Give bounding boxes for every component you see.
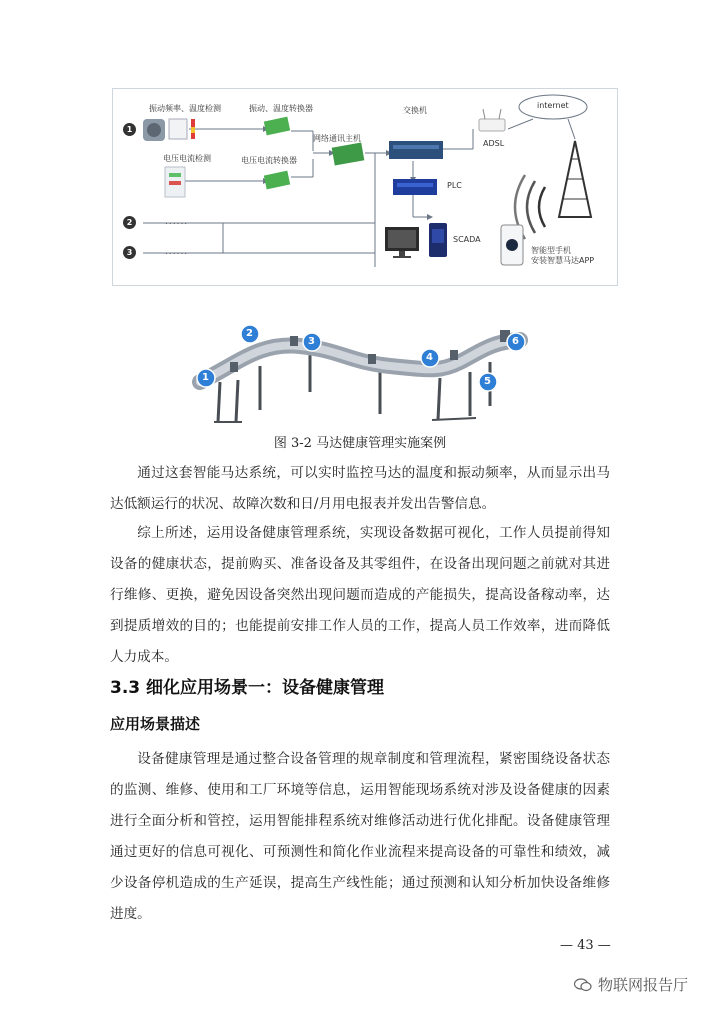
conveyor-marker-1: 1 [202,372,209,383]
conveyor-marker-6: 6 [512,336,519,347]
wechat-icon [574,978,592,992]
conveyor-marker-5: 5 [484,376,491,387]
section-heading: 3.3 细化应用场景一：设备健康管理 [110,678,385,698]
label-network-host: 网络通讯主机 [313,134,361,143]
label-current-converter: 电压电流转换器 [241,156,297,165]
conveyor-marker-2: 2 [246,328,253,339]
paragraph-smart-motor: 通过这套智能马达系统，可以实时监控马达的温度和振动频率，从而显示出马达低额运行的状况、故障次数和日/月用电报表并发出告警信息。 [110,465,610,512]
diagram-dots-2: ...... [165,217,189,227]
paragraph-health-management: 设备健康管理是通过整合设备管理的规章制度和管理流程，紧密围绕设备状态的监测、维修、使用和工厂环境等信息，运用智能现场系统对涉及设备健康的因素进行全面分析和管控，运用智能排程系统对维修活动进行优化排配。设备健康管理通过更好的信息可视化、可预测性和简化作业流程来提高设备的可靠性和绩效，减少设备停机造成的生产延误，提高生产线性能；通过预测和认知分析加快设备维修进度。 [110,751,610,922]
label-switch: 交换机 [403,106,427,115]
monitoring-system-diagram [112,88,618,286]
label-voltage-current-detect: 电压电流检测 [163,154,211,163]
watermark-text: 物联网报告厅 [598,976,689,994]
conveyor-marker-4: 4 [426,352,433,363]
paragraph-summary: 综上所述，运用设备健康管理系统，实现设备数据可视化，工作人员提前得知设备的健康状态，提前购买、准备设备及其零组件，在设备出现问题之前就对其进行维修、更换，避免因设备突然出现问题而造成的产能损失，提高设备稼动率，达到提质增效的目的；也能提前安排工作人员的工作，提高人员工作效率，进而降低人力成本。 [110,525,610,665]
label-vibration-temp-converter: 振动、温度转换器 [249,104,313,113]
figure-caption: 图 3-2 马达健康管理实施案例 [273,436,447,451]
label-scada: SCADA [453,235,481,244]
label-internet: internet [537,101,569,110]
label-phone-line1: 智能型手机 [531,246,571,255]
diagram-dots-3: ...... [165,247,189,257]
subsection-heading: 应用场景描述 [110,715,201,733]
diagram-marker-2: 2 [123,216,136,229]
conveyor-marker-3: 3 [308,336,315,347]
label-phone-line2: 安装智慧马达APP [531,256,595,265]
label-plc: PLC [447,181,462,190]
diagram-marker-3: 3 [123,246,136,259]
diagram-marker-1: 1 [123,123,136,136]
label-adsl: ADSL [483,139,505,148]
conveyor-illustration [180,322,540,432]
label-vibration-temp-detect: 振动频率、温度检测 [149,104,221,113]
watermark [574,974,688,995]
page-number: — 43 — [560,938,611,953]
